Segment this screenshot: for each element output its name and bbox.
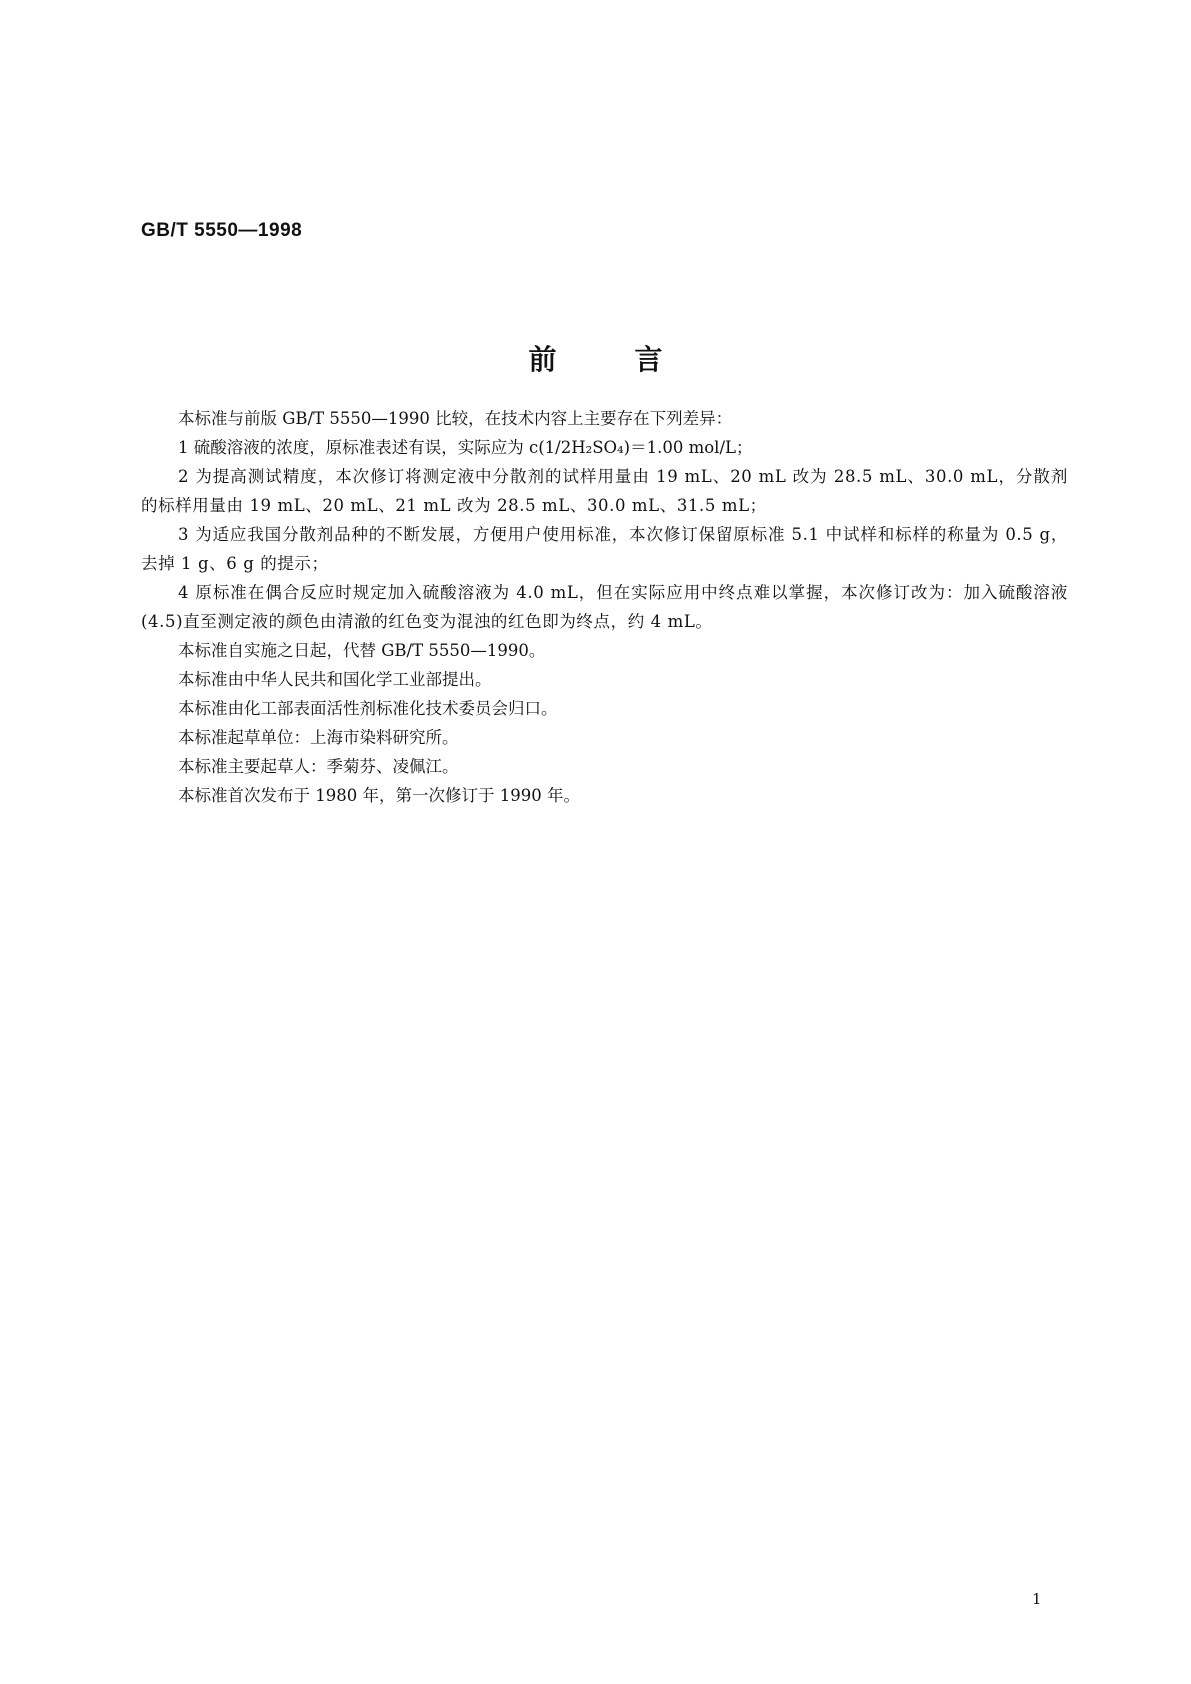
standard-code-header: GB/T 5550—1998 [141, 220, 303, 241]
paragraph-centralized-by: 本标准由化工部表面活性剂标准化技术委员会归口。 [178, 699, 558, 718]
page-title: 前言 [528, 343, 741, 376]
paragraph-drafting-unit: 本标准起草单位：上海市染料研究所。 [178, 728, 459, 747]
document-body [141, 404, 1068, 810]
paragraph-history: 本标准首次发布于 1980 年，第一次修订于 1990 年。 [178, 786, 580, 805]
paragraph-item-4: 4 原标准在偶合反应时规定加入硫酸溶液为 4.0 mL，但在实际应用中终点难以掌握，本次修订改为：加入硫酸溶液(4.5)直至测定液的颜色由清澈的红色变为混浊的红色即为终点，约 4 mL。 [141, 583, 1068, 631]
page-number: 1 [1032, 1590, 1042, 1608]
paragraph-item-1: 1 硫酸溶液的浓度，原标准表述有误，实际应为 c(1/2H₂SO₄)＝1.00 mol/L； [178, 438, 753, 457]
paragraph-intro: 本标准与前版 GB/T 5550—1990 比较，在技术内容上主要存在下列差异： [178, 409, 733, 428]
paragraph-drafters: 本标准主要起草人：季菊芬、凌佩江。 [178, 757, 459, 776]
paragraph-proposed-by: 本标准由中华人民共和国化学工业部提出。 [178, 670, 492, 689]
paragraph-item-2: 2 为提高测试精度，本次修订将测定液中分散剂的试样用量由 19 mL、20 mL 改为 28.5 mL、30.0 mL，分散剂的标样用量由 19 mL、20 mL、21 mL 改为 28.5 mL、30.0 mL、31.5 mL； [141, 467, 1068, 515]
paragraph-item-3: 3 为适应我国分散剂品种的不断发展，方便用户使用标准，本次修订保留原标准 5.1 中试样和标样的称量为 0.5 g，去掉 1 g、6 g 的提示； [141, 525, 1068, 573]
paragraph-replaces: 本标准自实施之日起，代替 GB/T 5550—1990。 [178, 641, 546, 660]
